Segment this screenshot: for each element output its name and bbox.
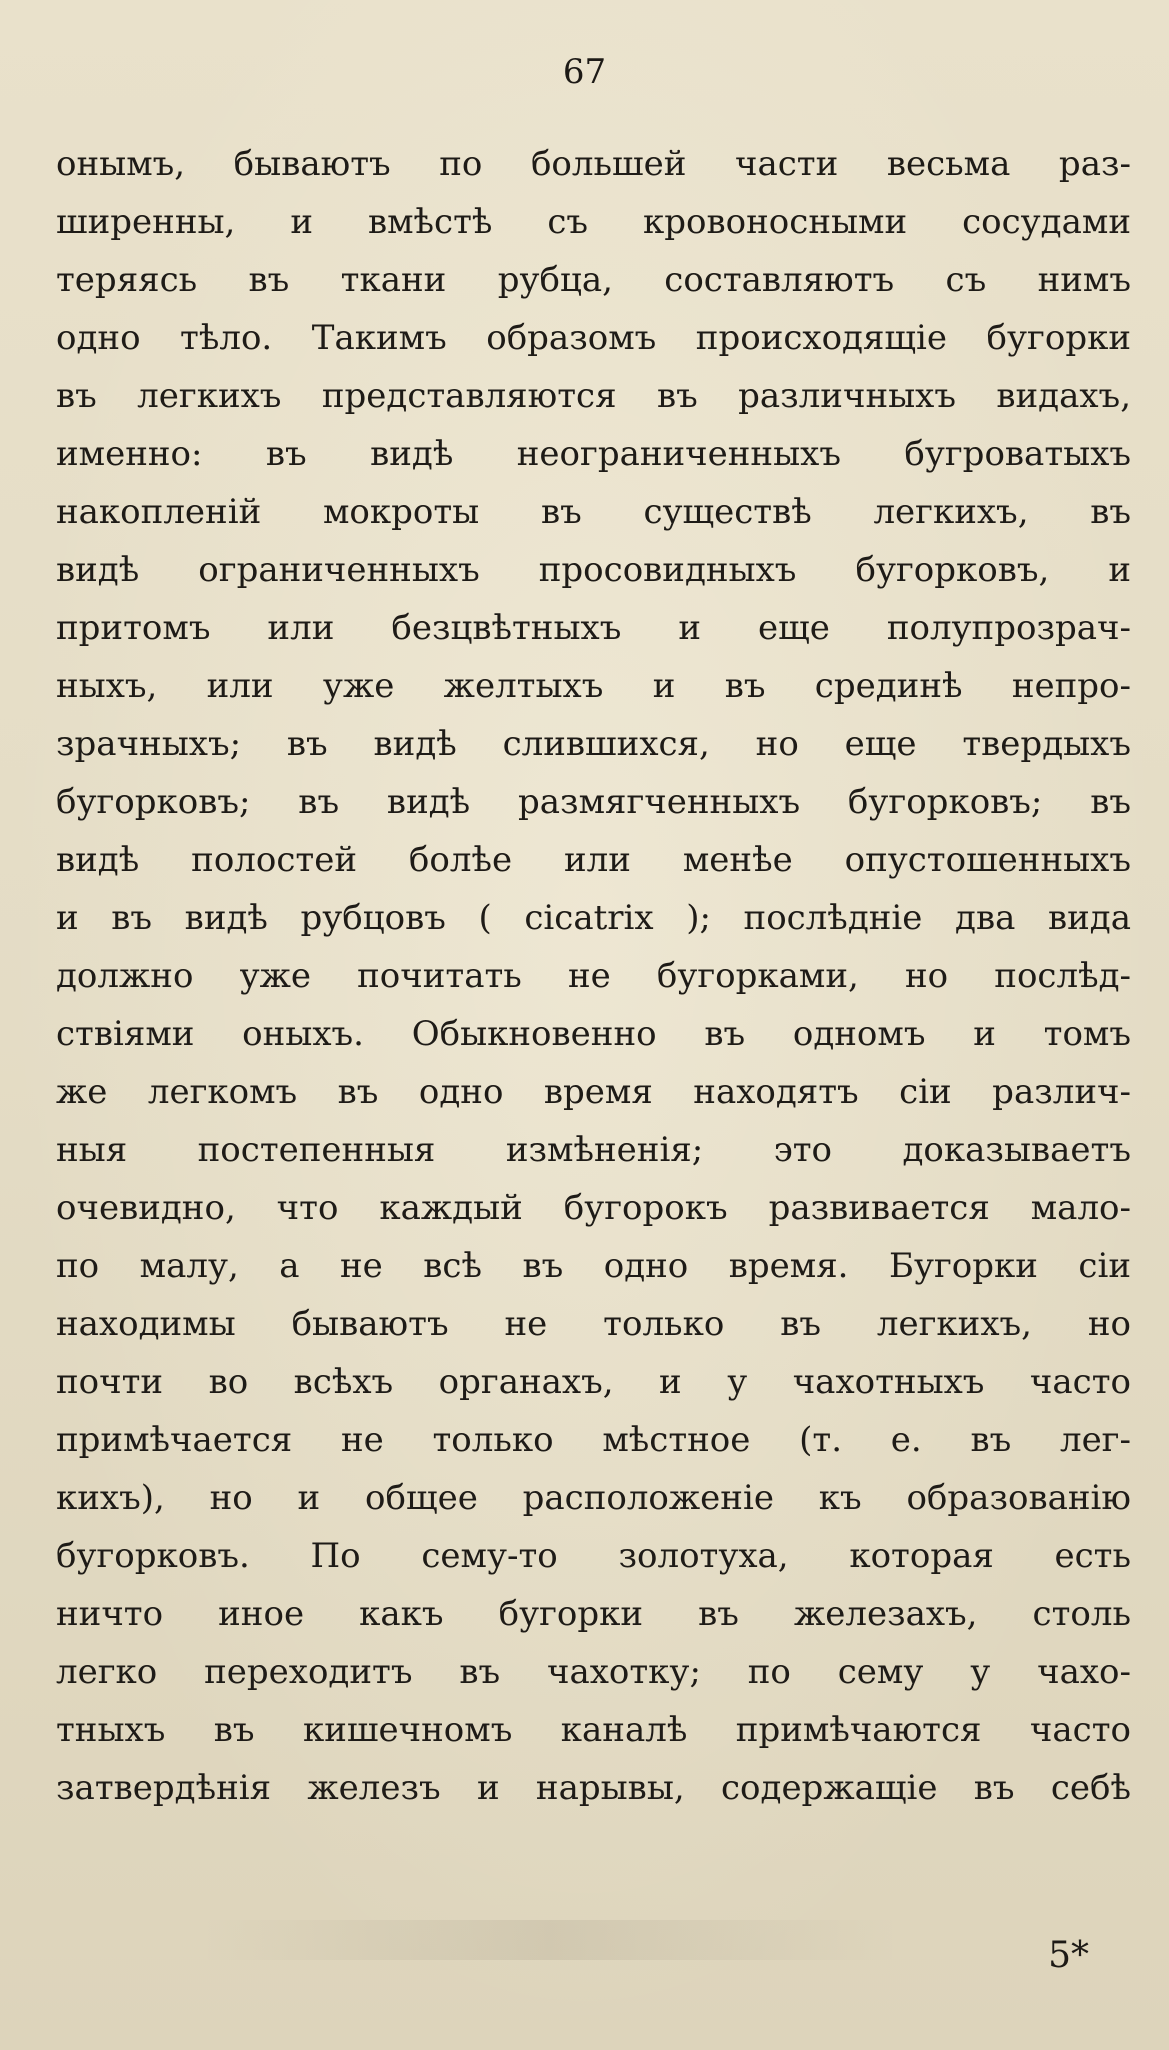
text-line: же легкомъ въ одно время находятъ сіи различ- — [56, 1072, 1131, 1112]
text-line: видѣ полостей болѣе или менѣе опустошенныхъ — [56, 840, 1131, 880]
text-line: ничто иное какъ бугорки въ железахъ, столь — [56, 1594, 1131, 1634]
text-line: бугорковъ; въ видѣ размягченныхъ бугорковъ; въ — [56, 782, 1131, 822]
text-line: кихъ), но и общее расположеніе къ образованію — [56, 1478, 1131, 1518]
text-line: онымъ, бываютъ по большей части весьма раз- — [56, 144, 1131, 184]
text-line: легко переходитъ въ чахотку; по сему у чахо- — [56, 1652, 1131, 1692]
text-line: должно уже почитать не бугорками, но послѣд- — [56, 956, 1131, 996]
text-line: зрачныхъ; въ видѣ слившихся, но еще твердыхъ — [56, 724, 1131, 764]
text-line: ствіями оныхъ. Обыкновенно въ одномъ и томъ — [56, 1014, 1131, 1054]
text-line: бугорковъ. По сему-то золотуха, которая есть — [56, 1536, 1131, 1576]
text-line: въ легкихъ представляются въ различныхъ видахъ, — [56, 376, 1131, 416]
text-line: накопленій мокроты въ существѣ легкихъ, въ — [56, 492, 1131, 532]
text-line: почти во всѣхъ органахъ, и у чахотныхъ часто — [56, 1362, 1131, 1402]
text-line: и въ видѣ рубцовъ ( cicatrix ); послѣдніе два вида — [56, 898, 1131, 938]
text-line: именно: въ видѣ неограниченныхъ бугроватыхъ — [56, 434, 1131, 474]
text-line: ныя постепенныя измѣненія; это доказываетъ — [56, 1130, 1131, 1170]
text-line: ширенны, и вмѣстѣ съ кровоносными сосудами — [56, 202, 1131, 242]
text-line: затвердѣнія железъ и нарывы, содержащіе въ себѣ — [56, 1768, 1131, 1808]
text-line: примѣчается не только мѣстное (т. е. въ лег- — [56, 1420, 1131, 1460]
text-line: очевидно, что каждый бугорокъ развивается мало- — [56, 1188, 1131, 1228]
text-line: видѣ ограниченныхъ просовидныхъ бугорковъ, и — [56, 550, 1131, 590]
text-line: по малу, а не всѣ въ одно время. Бугорки сіи — [56, 1246, 1131, 1286]
signature-mark: 5* — [1048, 1935, 1089, 1976]
text-line: притомъ или безцвѣтныхъ и еще полупрозрач- — [56, 608, 1131, 648]
text-line: тныхъ въ кишечномъ каналѣ примѣчаются часто — [56, 1710, 1131, 1750]
page-number: 67 — [562, 52, 607, 92]
text-line: теряясь въ ткани рубца, составляютъ съ нимъ — [56, 260, 1131, 300]
body-text — [56, 135, 1131, 1817]
text-line: ныхъ, или уже желтыхъ и въ срединѣ непро- — [56, 666, 1131, 706]
bleed-through-shadow — [200, 1920, 900, 1960]
text-line: находимы бываютъ не только въ легкихъ, но — [56, 1304, 1131, 1344]
text-line: одно тѣло. Такимъ образомъ происходящіе бугорки — [56, 318, 1131, 358]
